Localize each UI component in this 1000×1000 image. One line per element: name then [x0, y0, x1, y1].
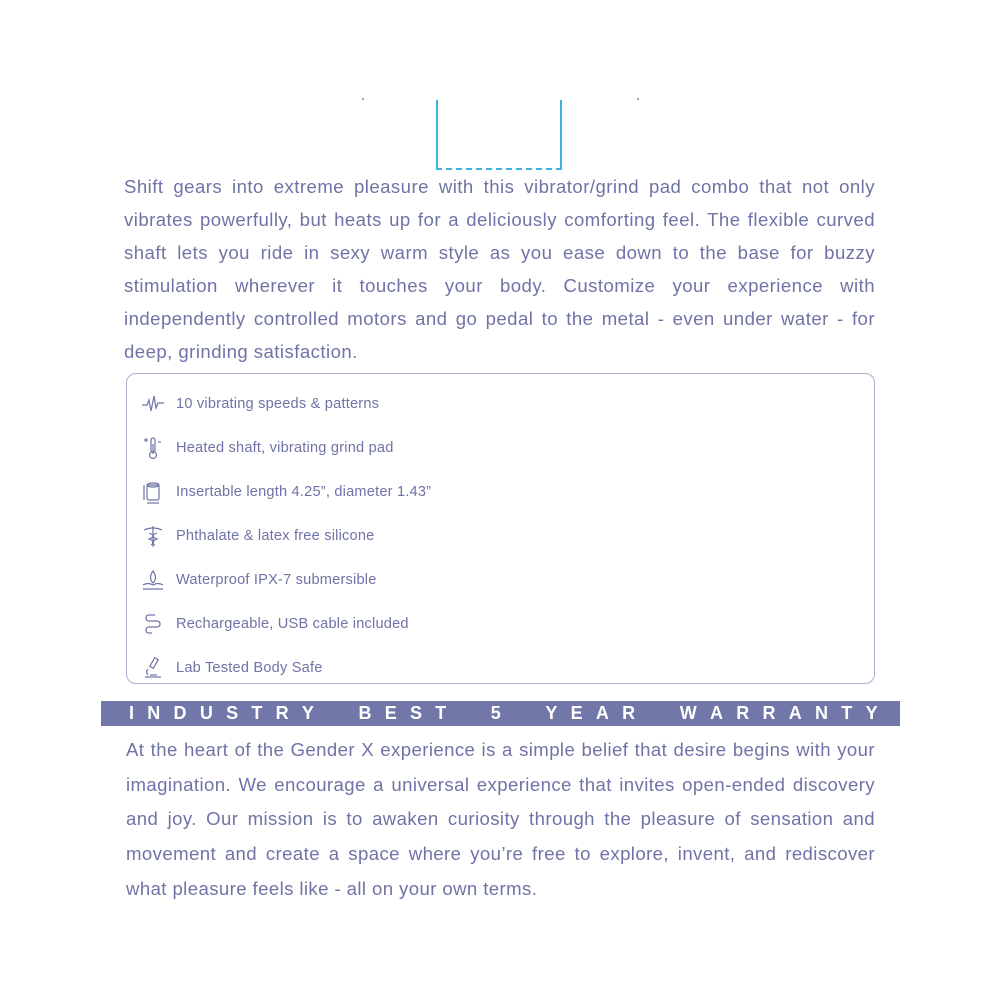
- pulse-icon: [140, 391, 166, 417]
- features-box: [126, 373, 875, 684]
- feature-item: [140, 602, 874, 646]
- image-frame-bracket: [436, 100, 562, 170]
- warranty-letter: R: [275, 703, 289, 723]
- warranty-letter: T: [251, 703, 263, 723]
- feature-item: [140, 646, 874, 690]
- warranty-letter: W: [679, 703, 697, 723]
- warranty-letter: Y: [301, 703, 314, 723]
- feature-label: Heated shaft, vibrating grind pad: [176, 440, 394, 456]
- warranty-letter: E: [570, 703, 583, 723]
- warranty-letter: A: [788, 703, 802, 723]
- feature-label: 10 vibrating speeds & patterns: [176, 396, 380, 412]
- decorative-speck: [637, 98, 639, 100]
- warranty-letter: R: [736, 703, 750, 723]
- warranty-letter: A: [595, 703, 609, 723]
- cable-icon: [140, 611, 166, 637]
- measure-icon: [140, 479, 166, 505]
- intro-paragraph: Shift gears into extreme pleasure with this vibrator/grind pad combo that not only vibrates powerfully, but heats up for a deliciously comforting feel. The flexible curved shaft lets you ride in sexy warm style as you ease down to the base for buzzy stimulation wherever it touches your body. Customize your experience with independently controlled motors and go pedal to the metal - even under water - for deep, grinding satisfaction.: [124, 176, 875, 362]
- thermometer-icon: [140, 435, 166, 461]
- warranty-letter: U: [199, 703, 213, 723]
- warranty-letter: A: [709, 703, 723, 723]
- feature-item: [140, 558, 874, 602]
- warranty-letter: T: [841, 703, 853, 723]
- warranty-letter: Y: [545, 703, 558, 723]
- warranty-letter: S: [226, 703, 239, 723]
- warranty-letter: B: [358, 703, 372, 723]
- warranty-letter: D: [173, 703, 187, 723]
- caduceus-icon: [140, 523, 166, 549]
- warranty-letter: Y: [865, 703, 878, 723]
- feature-label: Waterproof IPX-7 submersible: [176, 572, 377, 588]
- feature-label: Insertable length 4.25”, diameter 1.43”: [176, 484, 432, 500]
- feature-label: Lab Tested Body Safe: [176, 660, 323, 676]
- water-drop-icon: [140, 567, 166, 593]
- warranty-letter: N: [815, 703, 829, 723]
- warranty-letter: I: [129, 703, 135, 723]
- feature-label: Rechargeable, USB cable included: [176, 616, 409, 632]
- microscope-icon: [140, 655, 166, 681]
- warranty-letter: S: [409, 703, 422, 723]
- warranty-letter: E: [384, 703, 397, 723]
- feature-label: Phthalate & latex free silicone: [176, 528, 375, 544]
- warranty-letter: R: [762, 703, 776, 723]
- warranty-letter: T: [435, 703, 447, 723]
- warranty-letter: 5: [490, 703, 501, 723]
- feature-item: [140, 382, 874, 426]
- decorative-speck: [362, 98, 364, 100]
- warranty-letter: N: [147, 703, 161, 723]
- mission-paragraph: At the heart of the Gender X experience is a simple belief that desire begins with your imagination. We encourage a universal experience that invites open-ended discovery and joy. Our mission is to awaken curiosity through the pleasure of sensation and movement and create a space where you’re free to explore, invent, and rediscover what pleasure feels like - all on your own terms.: [126, 739, 875, 899]
- feature-item: [140, 470, 874, 514]
- feature-item: [140, 426, 874, 470]
- warranty-letter: R: [622, 703, 636, 723]
- feature-item: [140, 514, 874, 558]
- warranty-banner: [101, 701, 900, 726]
